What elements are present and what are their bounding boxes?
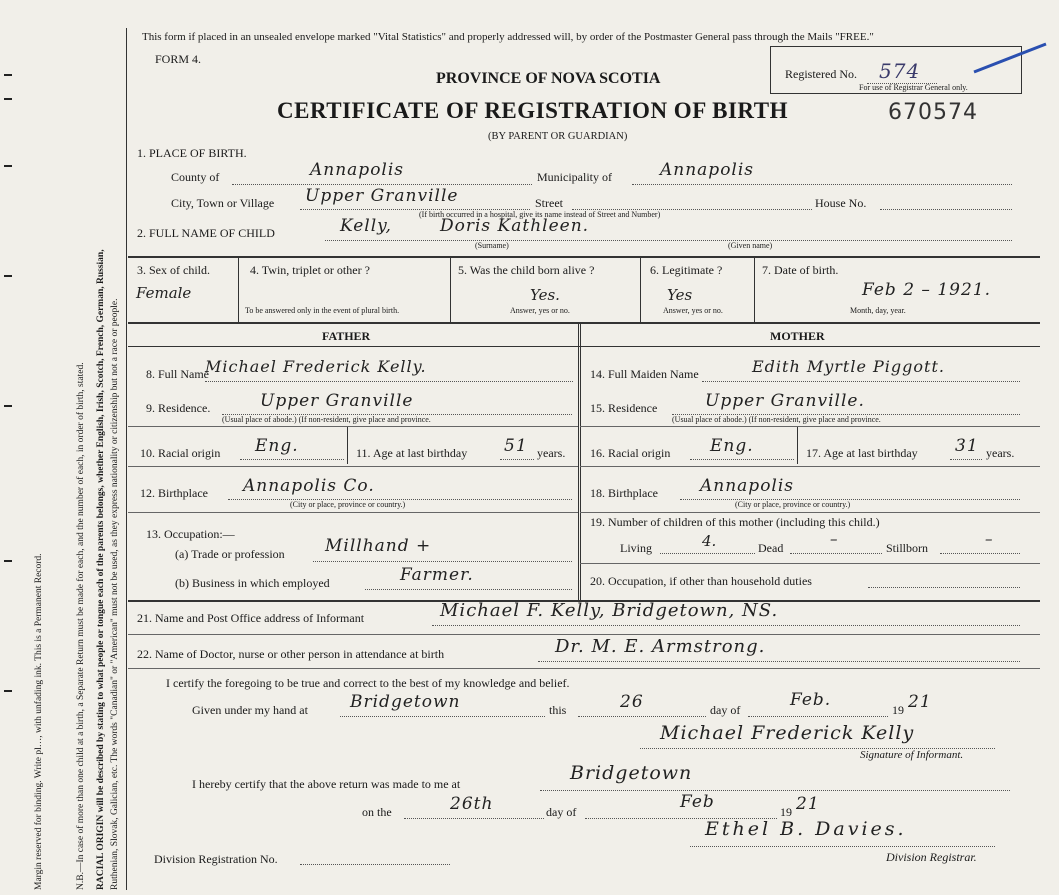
- doctor-label: 22. Name of Doctor, nurse or other person in attendance at birth: [137, 647, 445, 661]
- stillborn-value: –: [985, 530, 993, 548]
- father-racial-origin-label: 10. Racial origin: [140, 446, 221, 460]
- month-value: Feb.: [790, 690, 832, 710]
- margin-tick: [4, 275, 12, 277]
- form-left-border: [126, 28, 127, 890]
- given-under-label: Given under my hand at: [192, 703, 308, 717]
- margin-note-nationality: Ruthenian, Slovak, Galician, etc. The words "Canadian" or "American" must not be used, as they express nationality or citizenship but not a race or people.: [110, 298, 120, 890]
- given-name-caption: (Given name): [728, 241, 773, 250]
- surname-caption: (Surname): [475, 241, 509, 250]
- street-label: Street: [535, 196, 563, 210]
- trade-label: (a) Trade or profession: [175, 547, 285, 561]
- stillborn-label: Stillborn: [886, 541, 929, 555]
- registered-value: 574: [879, 59, 921, 83]
- mother-age-value: 31: [955, 436, 979, 456]
- date-of-birth-note: Month, day, year.: [850, 306, 906, 315]
- city-value: Upper Granville: [305, 186, 459, 206]
- registered-label: Registered No.: [785, 67, 857, 81]
- mother-age-label: 17. Age at last birthday: [806, 446, 918, 460]
- father-birthplace-value: Annapolis Co.: [243, 476, 375, 496]
- margin-tick: [4, 405, 12, 407]
- day-of-label: day of: [710, 703, 741, 717]
- legitimate-value: Yes: [667, 286, 693, 304]
- stamp-number: 670574: [888, 100, 978, 125]
- margin-note-multiple-birth: N.B.—In case of more than one child at a birth, a Separate Return must be made for each, and the number of each, in order of birth, stated.: [76, 362, 86, 890]
- blue-check-mark: [970, 40, 1050, 80]
- alive-note: Answer, yes or no.: [510, 306, 570, 315]
- living-label: Living: [620, 541, 652, 555]
- business-value: Farmer.: [400, 565, 474, 585]
- margin-note-racial-origin: RACIAL ORIGIN will be described by stating to what people or tongue each of the parents belongs, whether English, Irish, Scotch, French, German, Russian,: [96, 249, 106, 890]
- province-heading: PROVINCE OF NOVA SCOTIA: [436, 70, 661, 87]
- registrar-signature: Ethel B. Davies.: [705, 818, 907, 840]
- division-registrar-caption: Division Registrar.: [886, 850, 977, 864]
- child-name-label: 2. FULL NAME OF CHILD: [137, 226, 275, 240]
- father-name-label: 8. Full Name: [146, 367, 209, 381]
- house-number-label: House No.: [815, 196, 867, 210]
- father-years-label: years.: [537, 446, 566, 460]
- alive-label: 5. Was the child born alive ?: [458, 263, 595, 277]
- father-age-label: 11. Age at last birthday: [356, 446, 468, 460]
- registrar-year-prefix: 19: [780, 805, 792, 819]
- mother-heading: MOTHER: [770, 329, 825, 343]
- father-residence-value: Upper Granville: [260, 391, 414, 411]
- children-count-label: 19. Number of children of this mother (including this child.): [590, 515, 880, 529]
- alive-value: Yes.: [530, 286, 560, 304]
- registrar-month-value: Feb: [680, 792, 715, 812]
- margin-tick: [4, 690, 12, 692]
- sex-label: 3. Sex of child.: [137, 263, 210, 277]
- registrar-year-value: 21: [796, 794, 820, 814]
- mail-notice: This form if placed in an unsealed envelope marked "Vital Statistics" and properly addressed will, by order of the Postmaster General pass through the Mails "FREE.": [142, 31, 874, 43]
- father-name-value: Michael Frederick Kelly.: [205, 357, 427, 376]
- legitimate-label: 6. Legitimate ?: [650, 263, 723, 277]
- father-age-value: 51: [504, 436, 528, 456]
- year-prefix: 19: [892, 703, 904, 717]
- father-birthplace-note: (City or place, province or country.): [290, 500, 406, 509]
- mother-residence-label: 15. Residence: [590, 401, 658, 415]
- mother-occupation-label: 20. Occupation, if other than household duties: [590, 574, 812, 588]
- this-label: this: [549, 703, 567, 717]
- year-value: 21: [908, 692, 932, 712]
- doctor-value: Dr. M. E. Armstrong.: [555, 636, 766, 657]
- margin-note-binding: Margin reserved for binding. Write pl…, with unfading ink. This is a Permanent Record.: [34, 553, 44, 890]
- trade-value: Millhand +: [325, 536, 432, 556]
- informant-signature: Michael Frederick Kelly: [660, 722, 915, 744]
- margin-tick: [4, 98, 12, 100]
- hospital-note: (If birth occurred in a hospital, give its name instead of Street and Number): [419, 210, 661, 219]
- margin-tick: [4, 74, 12, 76]
- place-of-birth-label: 1. PLACE OF BIRTH.: [137, 146, 247, 160]
- father-residence-label: 9. Residence.: [146, 401, 211, 415]
- certificate-subtitle: (BY PARENT OR GUARDIAN): [488, 131, 628, 142]
- sex-value: Female: [136, 284, 192, 302]
- business-label: (b) Business in which employed: [175, 576, 330, 590]
- father-racial-origin-value: Eng.: [255, 436, 299, 456]
- mother-birthplace-note: (City or place, province or country.): [735, 500, 851, 509]
- living-value: 4.: [702, 532, 717, 550]
- mother-racial-origin-value: Eng.: [710, 436, 754, 456]
- twin-label: 4. Twin, triplet or other ?: [250, 263, 370, 277]
- child-given-name-value: Doris Kathleen.: [440, 216, 590, 236]
- county-label: County of: [171, 170, 220, 184]
- registrar-place-value: Bridgetown: [570, 762, 693, 784]
- registrar-day-of-label: day of: [546, 805, 577, 819]
- registrar-general-note: For use of Registrar General only.: [859, 83, 968, 92]
- dead-label: Dead: [758, 541, 784, 555]
- mother-birthplace-label: 18. Birthplace: [590, 486, 658, 500]
- certificate-title: CERTIFICATE OF REGISTRATION OF BIRTH: [277, 98, 788, 123]
- mother-residence-value: Upper Granville.: [705, 391, 865, 411]
- informant-value: Michael F. Kelly, Bridgetown, NS.: [440, 600, 779, 621]
- mother-name-label: 14. Full Maiden Name: [590, 367, 699, 381]
- child-surname-value: Kelly,: [340, 216, 392, 236]
- given-place-value: Bridgetown: [350, 692, 461, 712]
- municipality-value: Annapolis: [660, 160, 755, 180]
- informant-signature-caption: Signature of Informant.: [860, 749, 964, 761]
- father-residence-note: (Usual place of abode.) (If non-resident, give place and province.: [222, 415, 431, 424]
- registrar-day-value: 26th: [450, 794, 494, 814]
- legitimate-note: Answer, yes or no.: [663, 306, 723, 315]
- date-of-birth-label: 7. Date of birth.: [762, 263, 839, 277]
- municipality-label: Municipality of: [537, 170, 612, 184]
- margin-tick: [4, 560, 12, 562]
- registrar-certify-label: I hereby certify that the above return was made to me at: [192, 777, 461, 791]
- mother-birthplace-value: Annapolis: [700, 476, 795, 496]
- division-registration-label: Division Registration No.: [154, 852, 278, 866]
- father-occupation-label: 13. Occupation:—: [146, 527, 235, 541]
- date-of-birth-value: Feb 2 – 1921.: [862, 280, 992, 300]
- informant-label: 21. Name and Post Office address of Informant: [137, 611, 365, 625]
- county-value: Annapolis: [310, 160, 405, 180]
- on-the-label: on the: [362, 805, 392, 819]
- mother-name-value: Edith Myrtle Piggott.: [752, 357, 945, 376]
- margin-tick: [4, 165, 12, 167]
- certify-statement: I certify the foregoing to be true and correct to the best of my knowledge and belief.: [166, 676, 570, 690]
- twin-note: To be answered only in the event of plural birth.: [245, 306, 400, 315]
- mother-years-label: years.: [986, 446, 1015, 460]
- day-value: 26: [620, 692, 644, 712]
- father-heading: FATHER: [322, 329, 371, 343]
- form-number: FORM 4.: [155, 52, 202, 66]
- mother-residence-note: (Usual place of abode.) (If non-resident, give place and province.: [672, 415, 881, 424]
- mother-racial-origin-label: 16. Racial origin: [590, 446, 671, 460]
- father-birthplace-label: 12. Birthplace: [140, 486, 208, 500]
- city-label: City, Town or Village: [171, 196, 275, 210]
- dead-value: –: [830, 530, 838, 548]
